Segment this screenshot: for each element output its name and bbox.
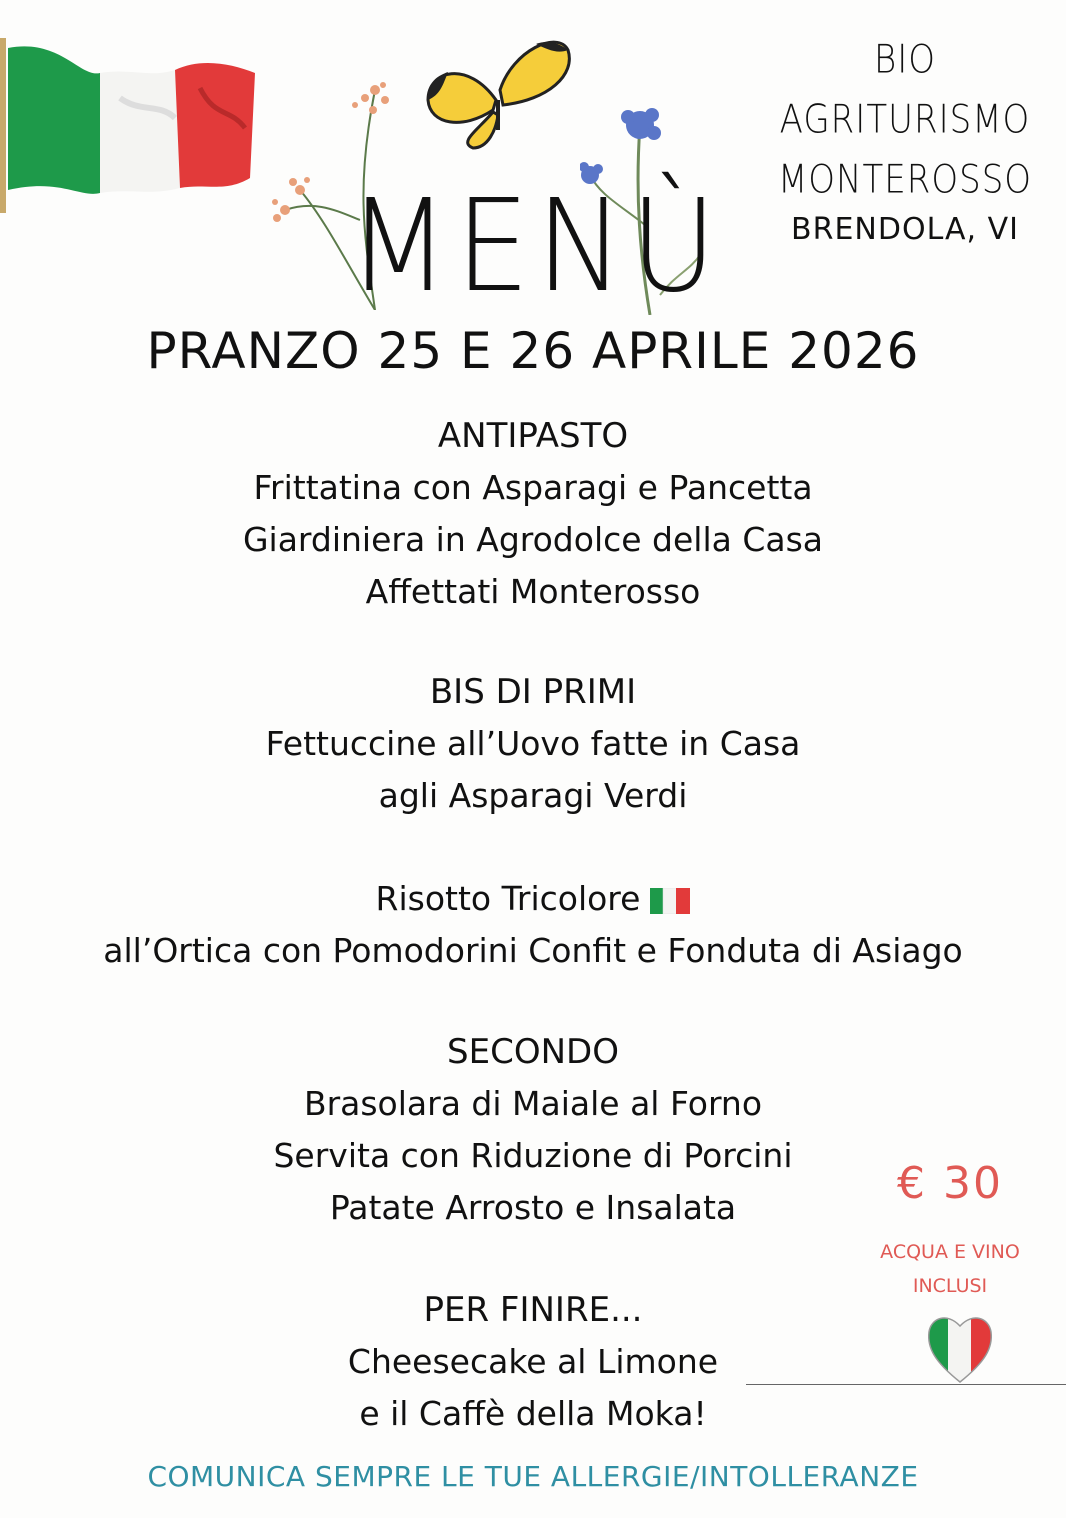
dish-item: agli Asparagi Verdi <box>378 776 688 815</box>
allergy-note: COMUNICA SEMPRE LE TUE ALLERGIE/INTOLLERANZE <box>147 1460 919 1493</box>
course-antipasto <box>0 410 1066 618</box>
dish-item: Giardiniera in Agrodolce della Casa <box>242 520 824 559</box>
dish-item: e il Caffè della Moka! <box>359 1394 707 1433</box>
dish-item: Servita con Riduzione di Porcini <box>273 1136 793 1175</box>
page-title: MENÙ <box>347 171 723 321</box>
price: € 30 <box>897 1158 1003 1209</box>
dish-item: Fettuccine all’Uovo fatte in Casa <box>265 724 801 763</box>
course-title: BIS DI PRIMI <box>429 672 637 712</box>
divider <box>746 1384 1066 1385</box>
date-heading: PRANZO 25 E 26 APRILE 2026 <box>146 322 920 380</box>
course-primi <box>0 666 1066 822</box>
italian-flag-icon <box>0 18 265 213</box>
course-title: SECONDO <box>447 1032 619 1072</box>
farm-location: BRENDOLA, VI <box>791 212 1019 247</box>
course-primi-risotto <box>0 873 1066 977</box>
course-dolce <box>0 1284 1066 1440</box>
dish-name: Risotto Tricolore <box>375 879 641 918</box>
dish-item: Brasolara di Maiale al Forno <box>303 1084 763 1123</box>
farm-name-line: MONTEROSSO <box>777 157 1033 203</box>
dish-item: all’Ortica con Pomodorini Confit e Fonduta di Asiago <box>103 931 963 970</box>
price-note <box>860 1235 1040 1303</box>
price-note-line: INCLUSI <box>912 1275 988 1297</box>
butterfly-icon <box>418 30 578 150</box>
dish-item <box>0 873 1066 925</box>
course-title: ANTIPASTO <box>437 416 629 456</box>
farm-name-line: BIO <box>873 37 937 83</box>
dish-item: Cheesecake al Limone <box>347 1342 719 1381</box>
course-title: PER FINIRE... <box>423 1290 643 1330</box>
italian-flag-icon <box>650 888 690 914</box>
price-note-line: ACQUA E VINO <box>880 1241 1020 1263</box>
farm-name-line: AGRITURISMO <box>779 97 1031 143</box>
dish-item: Frittatina con Asparagi e Pancetta <box>253 468 813 507</box>
heart-flag-icon <box>925 1310 995 1386</box>
dish-item: Patate Arrosto e Insalata <box>329 1188 737 1227</box>
dish-item: Affettati Monterosso <box>365 572 701 611</box>
